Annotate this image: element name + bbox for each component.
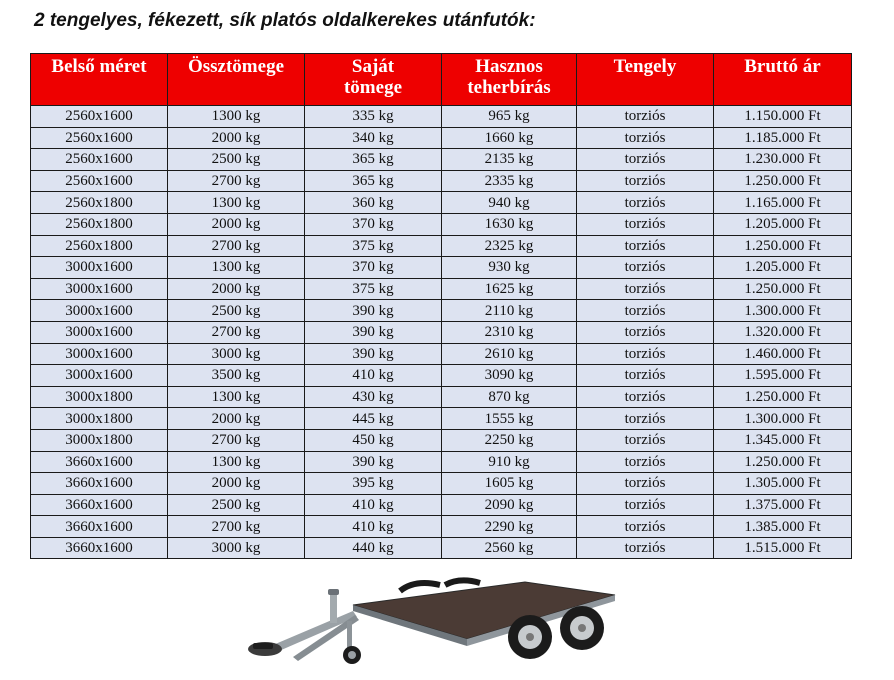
table-row <box>31 278 852 300</box>
table-cell: 930 kg <box>442 257 577 279</box>
table-cell: 370 kg <box>305 213 442 235</box>
table-cell: 3660x1600 <box>31 516 168 538</box>
table-cell: 2290 kg <box>442 516 577 538</box>
table-cell: 1.385.000 Ft <box>714 516 852 538</box>
table-cell: 2560x1600 <box>31 170 168 192</box>
table-cell: 2560x1600 <box>31 149 168 171</box>
table-row <box>31 473 852 495</box>
table-cell: 3000x1600 <box>31 300 168 322</box>
table-cell: torziós <box>577 127 714 149</box>
table-cell: 445 kg <box>305 408 442 430</box>
table-cell: 1555 kg <box>442 408 577 430</box>
table-cell: 1.165.000 Ft <box>714 192 852 214</box>
table-cell: 2000 kg <box>168 408 305 430</box>
table-cell: 1.595.000 Ft <box>714 365 852 387</box>
table-row <box>31 127 852 149</box>
table-cell: 390 kg <box>305 300 442 322</box>
table-cell: 1.205.000 Ft <box>714 213 852 235</box>
table-cell: 1.250.000 Ft <box>714 235 852 257</box>
table-cell: 2700 kg <box>168 429 305 451</box>
table-cell: 390 kg <box>305 451 442 473</box>
table-cell: 3660x1600 <box>31 494 168 516</box>
table-cell: torziós <box>577 106 714 128</box>
table-cell: torziós <box>577 149 714 171</box>
table-cell: 375 kg <box>305 235 442 257</box>
column-header: Hasznos teherbírás <box>442 54 577 106</box>
table-cell: 1.250.000 Ft <box>714 278 852 300</box>
table-cell: 395 kg <box>305 473 442 495</box>
table-row <box>31 451 852 473</box>
table-cell: 1660 kg <box>442 127 577 149</box>
table-cell: 365 kg <box>305 170 442 192</box>
table-cell: 3000x1800 <box>31 429 168 451</box>
table-cell: 1300 kg <box>168 192 305 214</box>
table-cell: 2500 kg <box>168 300 305 322</box>
table-row <box>31 149 852 171</box>
table-cell: 965 kg <box>442 106 577 128</box>
table-cell: 390 kg <box>305 343 442 365</box>
table-row <box>31 343 852 365</box>
table-cell: 2000 kg <box>168 473 305 495</box>
table-cell: 1.250.000 Ft <box>714 451 852 473</box>
table-cell: 2560x1800 <box>31 213 168 235</box>
table-cell: 2700 kg <box>168 170 305 192</box>
table-cell: 3000x1600 <box>31 343 168 365</box>
page-title: 2 tengelyes, fékezett, sík platós oldalkerekes utánfutók: <box>34 10 536 31</box>
table-cell: 410 kg <box>305 494 442 516</box>
table-cell: 1.250.000 Ft <box>714 170 852 192</box>
table-cell: 1.320.000 Ft <box>714 321 852 343</box>
table-cell: torziós <box>577 257 714 279</box>
table-row <box>31 106 852 128</box>
price-table-body <box>31 106 852 559</box>
table-cell: 2135 kg <box>442 149 577 171</box>
price-table <box>30 53 852 559</box>
table-cell: 1605 kg <box>442 473 577 495</box>
table-cell: 2560x1600 <box>31 127 168 149</box>
price-table-header <box>31 54 852 106</box>
table-row <box>31 235 852 257</box>
table-cell: 2610 kg <box>442 343 577 365</box>
table-cell: 365 kg <box>305 149 442 171</box>
table-cell: 3000x1800 <box>31 386 168 408</box>
table-cell: 1300 kg <box>168 451 305 473</box>
table-cell: 2000 kg <box>168 278 305 300</box>
table-cell: 1.230.000 Ft <box>714 149 852 171</box>
table-row <box>31 516 852 538</box>
table-cell: 3000x1600 <box>31 365 168 387</box>
column-header: Bruttó ár <box>714 54 852 106</box>
table-cell: torziós <box>577 213 714 235</box>
table-cell: torziós <box>577 451 714 473</box>
table-cell: torziós <box>577 408 714 430</box>
table-cell: 2000 kg <box>168 127 305 149</box>
table-cell: 1.305.000 Ft <box>714 473 852 495</box>
table-cell: torziós <box>577 343 714 365</box>
column-header: Össztömege <box>168 54 305 106</box>
table-cell: 410 kg <box>305 365 442 387</box>
table-cell: 3500 kg <box>168 365 305 387</box>
table-cell: 2560x1800 <box>31 192 168 214</box>
trailer-photo <box>235 575 635 680</box>
table-cell: 2560x1600 <box>31 106 168 128</box>
table-row <box>31 365 852 387</box>
table-cell: 2325 kg <box>442 235 577 257</box>
table-cell: 3000x1600 <box>31 278 168 300</box>
table-cell: torziós <box>577 278 714 300</box>
table-cell: 1.460.000 Ft <box>714 343 852 365</box>
table-cell: 2000 kg <box>168 213 305 235</box>
table-row <box>31 494 852 516</box>
table-cell: torziós <box>577 473 714 495</box>
table-cell: 2700 kg <box>168 235 305 257</box>
column-header: Saját tömege <box>305 54 442 106</box>
table-cell: torziós <box>577 537 714 559</box>
table-cell: 1.250.000 Ft <box>714 386 852 408</box>
header-row <box>31 54 852 106</box>
table-cell: 1.150.000 Ft <box>714 106 852 128</box>
table-cell: 1300 kg <box>168 106 305 128</box>
table-cell: torziós <box>577 300 714 322</box>
table-row <box>31 429 852 451</box>
table-cell: torziós <box>577 170 714 192</box>
table-cell: torziós <box>577 235 714 257</box>
table-cell: 1.300.000 Ft <box>714 408 852 430</box>
table-cell: 360 kg <box>305 192 442 214</box>
table-cell: 2310 kg <box>442 321 577 343</box>
table-row <box>31 300 852 322</box>
table-cell: torziós <box>577 386 714 408</box>
table-cell: 3090 kg <box>442 365 577 387</box>
table-cell: 1.345.000 Ft <box>714 429 852 451</box>
table-cell: 375 kg <box>305 278 442 300</box>
table-cell: 2560x1800 <box>31 235 168 257</box>
table-cell: torziós <box>577 192 714 214</box>
table-cell: 2110 kg <box>442 300 577 322</box>
table-row <box>31 192 852 214</box>
table-cell: 3000 kg <box>168 343 305 365</box>
table-cell: 3000x1600 <box>31 321 168 343</box>
table-cell: 410 kg <box>305 516 442 538</box>
column-header: Tengely <box>577 54 714 106</box>
table-cell: 870 kg <box>442 386 577 408</box>
table-cell: 3000x1800 <box>31 408 168 430</box>
table-cell: 3000 kg <box>168 537 305 559</box>
table-cell: 1.515.000 Ft <box>714 537 852 559</box>
table-cell: 390 kg <box>305 321 442 343</box>
table-cell: torziós <box>577 516 714 538</box>
table-cell: torziós <box>577 494 714 516</box>
table-row <box>31 386 852 408</box>
table-cell: 2700 kg <box>168 321 305 343</box>
table-cell: 1.185.000 Ft <box>714 127 852 149</box>
table-cell: 430 kg <box>305 386 442 408</box>
table-cell: 2500 kg <box>168 494 305 516</box>
table-cell: torziós <box>577 365 714 387</box>
table-cell: 1300 kg <box>168 386 305 408</box>
column-header: Belső méret <box>31 54 168 106</box>
table-row <box>31 257 852 279</box>
table-cell: 2090 kg <box>442 494 577 516</box>
table-row <box>31 170 852 192</box>
table-row <box>31 537 852 559</box>
table-cell: 3000x1600 <box>31 257 168 279</box>
table-cell: 910 kg <box>442 451 577 473</box>
table-cell: 3660x1600 <box>31 473 168 495</box>
table-cell: 1.375.000 Ft <box>714 494 852 516</box>
table-row <box>31 408 852 430</box>
table-cell: 1.300.000 Ft <box>714 300 852 322</box>
table-cell: torziós <box>577 429 714 451</box>
table-cell: 335 kg <box>305 106 442 128</box>
table-cell: 2500 kg <box>168 149 305 171</box>
table-cell: 370 kg <box>305 257 442 279</box>
table-cell: torziós <box>577 321 714 343</box>
table-cell: 940 kg <box>442 192 577 214</box>
table-row <box>31 213 852 235</box>
table-cell: 2700 kg <box>168 516 305 538</box>
table-cell: 2250 kg <box>442 429 577 451</box>
table-cell: 2560 kg <box>442 537 577 559</box>
table-cell: 340 kg <box>305 127 442 149</box>
table-cell: 2335 kg <box>442 170 577 192</box>
table-cell: 1.205.000 Ft <box>714 257 852 279</box>
table-row <box>31 321 852 343</box>
table-cell: 1625 kg <box>442 278 577 300</box>
table-cell: 3660x1600 <box>31 537 168 559</box>
table-cell: 450 kg <box>305 429 442 451</box>
table-cell: 1630 kg <box>442 213 577 235</box>
table-cell: 3660x1600 <box>31 451 168 473</box>
table-cell: 440 kg <box>305 537 442 559</box>
table-cell: 1300 kg <box>168 257 305 279</box>
